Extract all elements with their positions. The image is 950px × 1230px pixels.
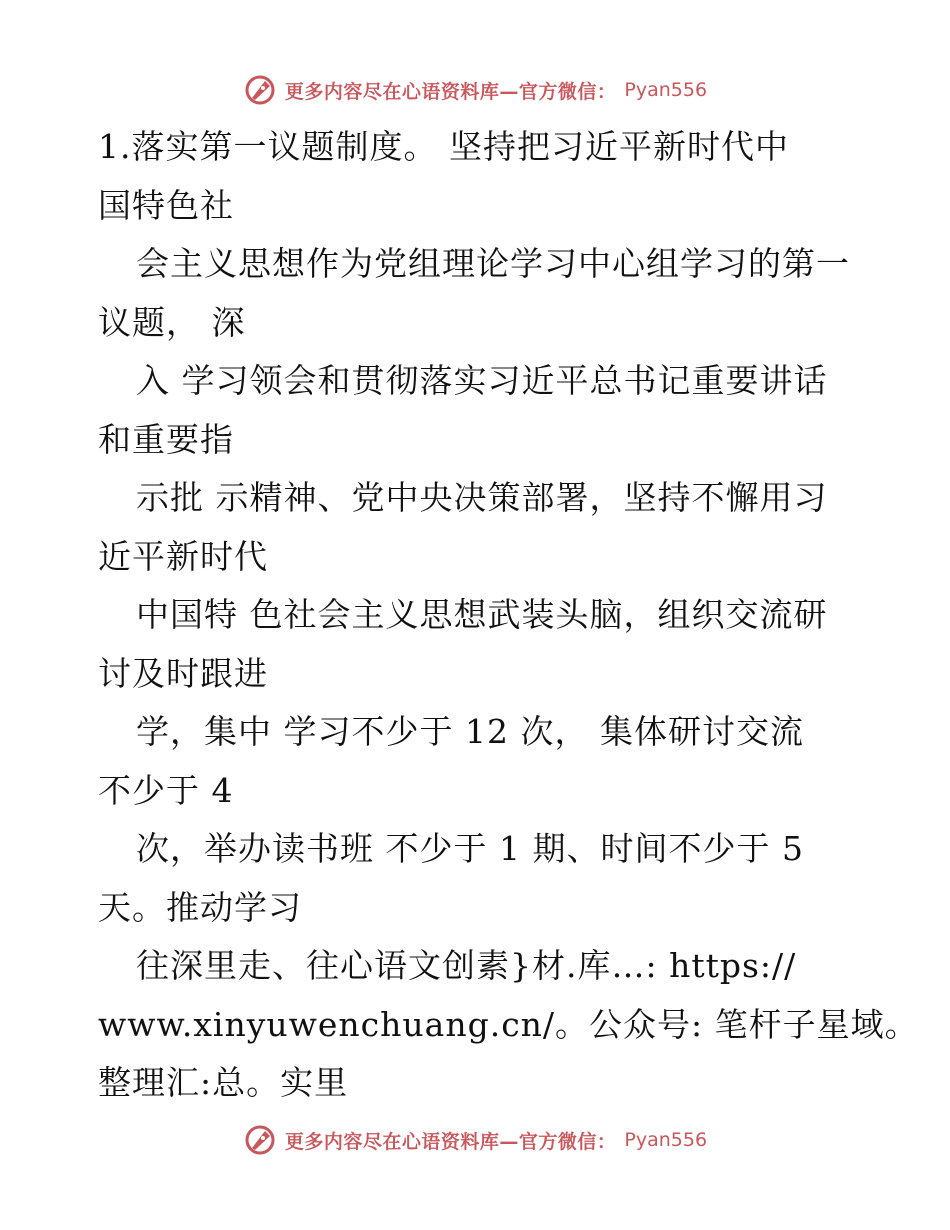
footer-banner-handle: Pyan556 [624, 1129, 708, 1151]
body-line: 近平新时代 [98, 536, 268, 576]
body-line: 1.落实第一议题制度。 坚持把习近平新时代中 [98, 127, 789, 166]
footer-banner-text: 更多内容尽在心语资料库—官方微信： [284, 1130, 617, 1153]
header-banner [0, 70, 950, 110]
body-line: 不少于 4 [98, 770, 234, 810]
body-line: 国特色社 [98, 185, 234, 225]
body-line: 入 学习领会和贯彻落实习近平总书记重要讲话 [136, 361, 828, 400]
pen-nib-circle-icon [243, 1123, 277, 1157]
pen-nib-circle-icon [243, 73, 277, 107]
body-line: 学，集中 学习不少于 12 次， 集体研讨交流 [136, 712, 804, 751]
body-line: 和重要指 [98, 419, 234, 459]
body-line: 讨及时跟进 [98, 653, 268, 693]
body-line: 会主义思想作为党组理论学习中心组学习的第一 [136, 244, 850, 283]
document-body [98, 118, 919, 1113]
header-banner-text: 更多内容尽在心语资料库—官方微信： [284, 80, 617, 103]
footer-banner [0, 1120, 950, 1160]
body-line: 议题， 深 [98, 302, 246, 342]
body-line: 示批 示精神、党中央决策部署，坚持不懈用习 [136, 478, 828, 517]
body-line: 中国特 色社会主义思想武装头脑，组织交流研 [136, 595, 828, 634]
body-line: 往深里走、往心语文创素}材.库…: https:// [136, 946, 797, 985]
header-banner-handle: Pyan556 [624, 79, 708, 101]
body-line: 天。推动学习 [98, 887, 302, 927]
body-line: www.xinyuwenchuang.cn/。公众号: 笔杆子星域。 [98, 1004, 919, 1044]
body-line: 次，举办读书班 不少于 1 期、时间不少于 5 [136, 829, 804, 868]
body-line: 整理汇:总。实里 [98, 1063, 349, 1102]
